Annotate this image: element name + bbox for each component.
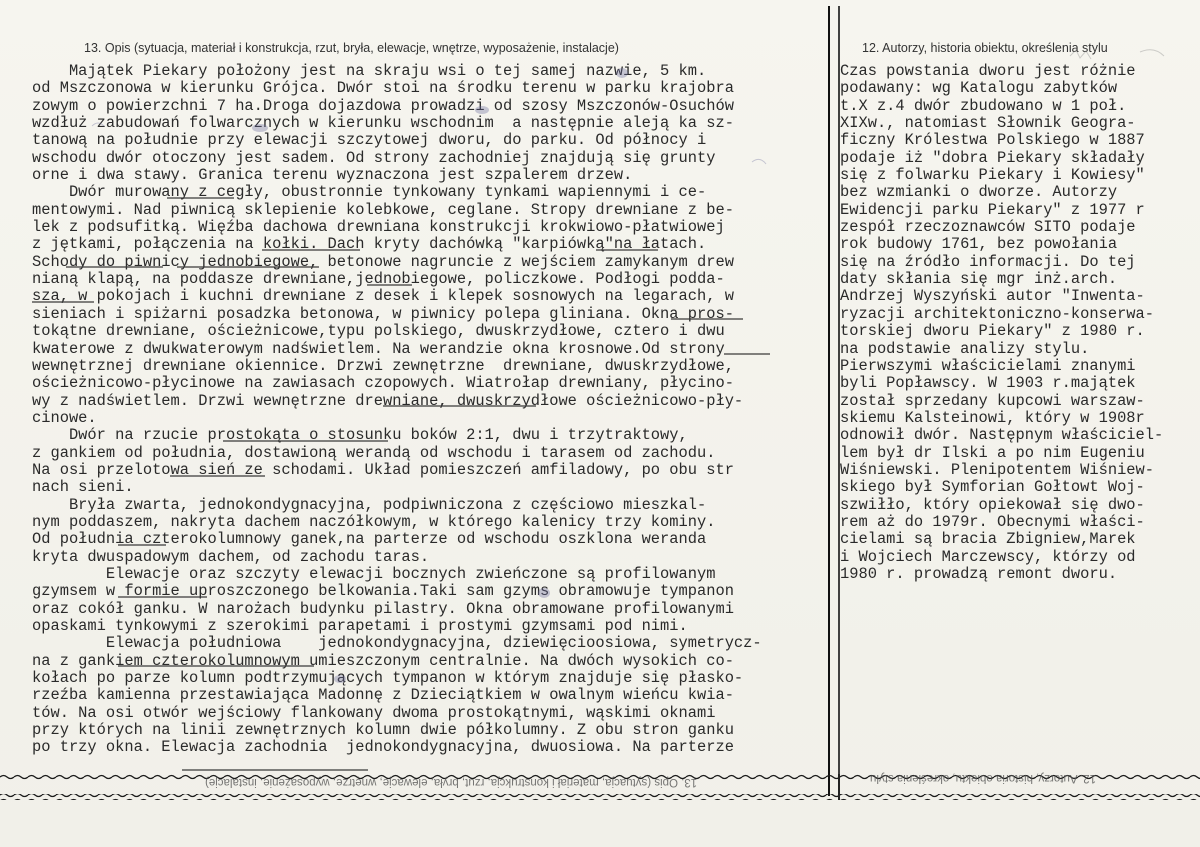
history-line: się na źródło informacji. Do tej [840,252,1136,271]
description-line: Elewacja południowa jednokondygnacyjna, dziewięcioosiowa, symetrycz- [32,634,762,653]
description-line: tów. Na osi otwór wejściowy flankowany dwoma prostokątnymi, wąskimi oknami [32,703,716,722]
history-line: torskiej dworu Piekary" z 1980 r. [840,322,1145,341]
history-line: i Wojciech Marczewscy, którzy od [840,547,1136,566]
history-line: Pierwszymi właścicielami znanymi [840,356,1136,375]
description-line: Schody do piwnicy jednobiegowe, betonowe nagruncie z wejściem zamykanym drew [32,252,734,271]
description-line: wy z nadświetlem. Drzwi wewnętrzne drewniane, dwuskrzydłowe ościeżnicowo-pły- [32,391,744,410]
description-line: zowym o powierzchni 7 ha.Droga dojazdowa prowadzi od szosy Mszczonów-Osuchów [32,96,734,115]
history-line: XIXw., natomiast Słownik Geogra- [840,114,1136,133]
right-column-heading: 12. Autorzy, historia obiektu, określenia stylu [862,41,1108,55]
description-line: wschodu dwór otoczony jest sadem. Od strony zachodniej znajdują się grunty [32,148,716,167]
description-line: z gankiem od południa, dostawioną werandą od wschodu i tarasem od zachodu. [32,443,716,462]
description-line: ościeżnicowo-płycinowe na zawiasach czopowych. Wiatrołap drewniany, płycino- [32,374,734,393]
description-line: rzeźba kamienna przestawiająca Madonnę z Dzieciątkiem w owalnym wieńcu kwia- [32,686,734,705]
history-line: lem był dr Ilski a po nim Eugeniu [840,443,1145,462]
history-line: podawany: wg Katalogu zabytków [840,79,1118,98]
history-line: skiemu Kalsteinowi, który w 1908r [840,408,1145,427]
history-line: bez wzmianki o dworze. Autorzy [840,183,1118,202]
history-line: podaje iż "dobra Piekary składały [840,148,1145,167]
history-line: szwiłło, który opiekował się dwo- [840,495,1145,514]
description-line: oraz cokół ganku. W narożach budynku pilastry. Okna obramowane profilowanymi [32,599,734,618]
history-line: cielami są bracia Zbigniew,Marek [840,530,1136,549]
description-line: sieniach i spiżarni posadzka betonowa, w piwnicy polepa gliniana. Okna pros- [32,304,734,323]
description-line: kryta dwuspadowym dachem, od zachodu taras. [32,547,430,566]
description-text [32,63,762,757]
history-line: na podstawie analizy stylu. [840,339,1090,358]
description-line: nach sieni. [32,478,134,497]
history-line: byli Popławscy. W 1903 r.majątek [840,374,1136,393]
column-divider [828,6,830,796]
description-line: Bryła zwarta, jednokondygnacyjna, podpiwniczona z częściowo mieszkal- [32,495,707,514]
history-line: Wiśniewski. Plenipotentem Wiśniew- [840,460,1155,479]
description-line: orne i dwa stawy. Granica terenu wyznaczona jest szpalerem drzew. [32,166,633,185]
left-column-heading: 13. Opis (sytuacja, materiał i konstrukcja, rzut, bryła, elewacje, wnętrze, wyposażenie, instalacje) [84,41,619,55]
description-line: sza, w pokojach i kuchni drewniane z desek i klepek sosnowych na legarach, w [32,287,734,306]
bottom-mirrored-heading-right: 12. Autorzy, historia obiektu, określenia stylu [870,772,1097,784]
description-line: Na osi przelotowa sień ze schodami. Układ pomieszczeń amfiladowy, po obu str [32,460,734,479]
history-line: 1980 r. prowadzą remont dworu. [840,564,1118,583]
description-line: gzymsem w formie uproszczonego belkowania.Taki sam gzyms obramowuje tympanon [32,582,734,601]
description-line: Dwór na rzucie prostokąta o stosunku boków 2:1, dwu i trzytraktowy, [32,426,688,445]
history-line: rok budowy 1761, bez powołania [840,235,1118,254]
history-line: Czas powstania dworu jest różnie [840,62,1136,80]
description-line: tokątne drewniane, ościeżnicowe,typu polskiego, dwuskrzydłowe, cztero i dwu [32,322,725,341]
history-line: zespół rzeczoznawców SITO podaje [840,218,1136,237]
history-line: Ewidencji parku Piekary" z 1977 r [840,200,1145,219]
history-line: odnowił dwór. Następnym właściciel- [840,426,1164,445]
band-divider [838,774,840,800]
description-line: kołach po parze kolumn podtrzymujących tympanon w którym znajduje się płasko- [32,669,744,688]
description-line: cinowe. [32,408,97,427]
bottom-mirrored-heading-left: 13. Opis (sytuacja, materiał i konstrukcja, rzut, bryła, elewacje, wnętrze, wyposażenie, instalacje) [205,776,698,788]
description-line: Elewacje oraz szczyty elewacji bocznych zwieńczone są profilowanym [32,564,716,583]
history-line: się z folwarku Piekary i Kowiesy" [840,166,1145,185]
description-line: na z gankiem czterokolumnowym umieszczonym centralnie. Na dwóch wysokich co- [32,651,734,670]
description-line: Majątek Piekary położony jest na skraju wsi o tej samej nazwie, 5 km. [32,62,707,80]
history-line: daty skłania się mgr inż.arch. [840,270,1118,289]
history-line: t.X z.4 dwór zbudowano w 1 poł. [840,96,1127,115]
description-line: nianą klapą, na poddasze drewniane,jednobiegowe, policzkowe. Podłogi podda- [32,270,725,289]
history-line: ryzacji architektoniczno-konserwa- [840,304,1155,323]
history-line: został sprzedany kupcowi warszaw- [840,391,1145,410]
description-line: z jętkami, połączenia na kołki. Dach kryty dachówką "karpiówką"na łatach. [32,235,707,254]
description-line: Od południa czterokolumnowy ganek,na parterze od wschodu oszklona weranda [32,530,707,549]
history-text [840,63,1163,583]
description-line: lek z podsufitką. Więźba dachowa drewniana konstrukcji krokwiowo-płatwiowej [32,218,725,237]
description-line: opaskami tynkowymi z szerokimi parapetami i prostymi gzymsami pod nimi. [32,617,688,635]
description-line: po trzy okna. Elewacja zachodnia jednokondygnacyjna, dwuosiowa. Na parterze [32,738,734,757]
history-line: ficzny Królestwa Polskiego w 1887 [840,131,1145,150]
description-line: nym poddaszem, nakryta dachem naczółkowym, w którego kalenicy trzy kominy. [32,512,716,531]
description-line: tanową na południe przy elewacji szczytowej dworu, do parku. Od północy i [32,131,707,150]
history-line: skiego był Symforian Gołtowt Woj- [840,478,1145,497]
history-line: Andrzej Wyszyński autor "Inwenta- [840,287,1145,306]
description-line: wewnętrznej drewniane okiennice. Drzwi zewnętrzne drewniane, dwuskrzydłowe, [32,356,734,375]
description-line: wzdłuż zabudowań folwarcznych w kierunku wschodnim a następnie aleją ka sz- [32,114,734,133]
description-line: Dwór murowany z cegły, obustronnie tynkowany tynkami wapiennymi i ce- [32,183,707,202]
description-line: mentowymi. Nad piwnicą sklepienie kolebkowe, ceglane. Stropy drewniane z be- [32,200,734,219]
description-line: przy których na linii zewnętrznych kolumn dwie półkolumny. Z obu stron ganku [32,721,734,740]
history-line: rem aż do 1979r. Obecnymi właści- [840,512,1145,531]
description-line: od Mszczonowa w kierunku Grójca. Dwór stoi na środku terenu w parku krajobra [32,79,734,98]
description-line: kwaterowe z dwukwaterowym nadświetlem. Na werandzie okna krosnowe.Od strony [32,339,725,358]
